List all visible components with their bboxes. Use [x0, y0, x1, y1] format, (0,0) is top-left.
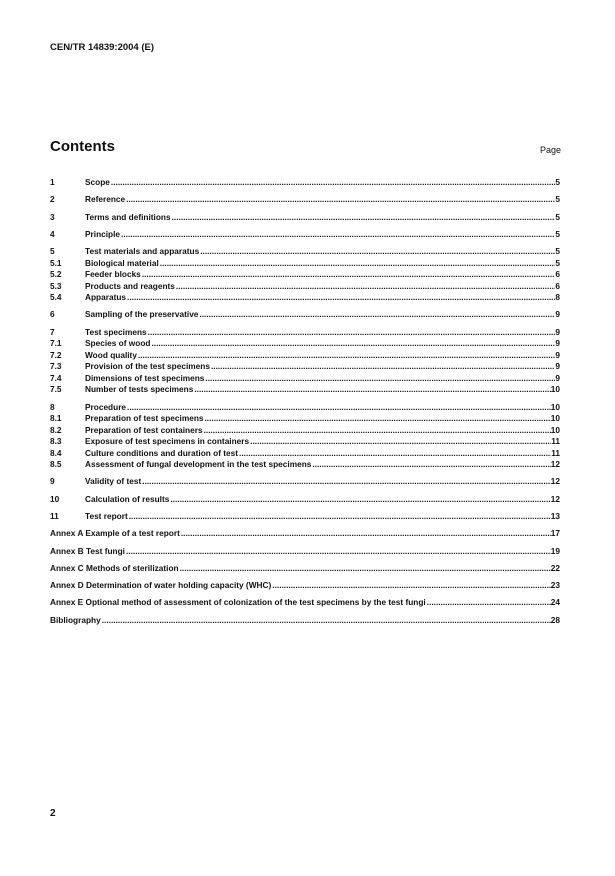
toc-entry-title: Test specimens	[85, 326, 147, 337]
toc-entry-number: 7.1	[50, 338, 62, 349]
toc-leader-dots	[125, 546, 551, 558]
toc-entry	[50, 338, 560, 350]
toc-entry	[50, 281, 560, 293]
toc-entry-number: 5.1	[50, 257, 62, 268]
toc-entry	[50, 327, 560, 339]
toc-entry-title: Reference	[85, 194, 126, 205]
toc-entry	[50, 476, 560, 488]
toc-entry-title: Validity of test	[85, 476, 142, 487]
toc-entry-page: 11	[551, 447, 560, 458]
toc-entry-number: 1	[50, 177, 55, 187]
toc-leader-dots	[204, 373, 555, 385]
toc-entry	[50, 350, 560, 362]
toc-entry	[50, 258, 560, 270]
toc-entry-number: 8.1	[50, 413, 62, 424]
toc-entry	[50, 448, 560, 460]
toc-entry-number: 2	[50, 194, 55, 205]
toc-entry-title: Feeder blocks	[85, 269, 141, 280]
toc-entry-number: 8	[50, 401, 55, 412]
toc-entry-number: 4	[50, 228, 55, 239]
toc-entry-title: Annex A Example of a test report	[50, 528, 180, 539]
table-of-contents	[50, 177, 560, 626]
toc-leader-dots	[199, 246, 555, 258]
toc-entry-number: 5.4	[50, 292, 62, 303]
toc-leader-dots	[126, 292, 555, 304]
toc-entry-title: Principle	[85, 228, 121, 239]
toc-entry-title: Annex E Optional method of assessment of colonization of the test specimens by the test fungi	[50, 597, 426, 608]
toc-entry-number: 11	[50, 510, 59, 521]
toc-entry-number: 8.5	[50, 459, 62, 470]
toc-leader-dots	[159, 258, 556, 270]
toc-leader-dots	[169, 494, 550, 506]
toc-annex-entry	[50, 615, 560, 627]
toc-leader-dots	[171, 212, 556, 224]
toc-entry	[50, 413, 560, 425]
toc-entry-title: Exposure of test specimens in containers	[85, 436, 250, 447]
toc-entry-page: 22	[550, 562, 560, 573]
toc-entry-number: 8.2	[50, 424, 62, 435]
toc-leader-dots	[128, 511, 551, 523]
toc-entry-number: 5.3	[50, 280, 62, 291]
toc-annex-entry	[50, 546, 560, 558]
toc-entry-page: 10	[550, 384, 560, 395]
toc-entry	[50, 402, 560, 414]
toc-leader-dots	[125, 194, 555, 206]
toc-leader-dots	[101, 615, 551, 627]
toc-entry-page: 8	[555, 292, 560, 303]
toc-leader-dots	[120, 229, 555, 241]
toc-entry	[50, 373, 560, 385]
toc-entry	[50, 177, 560, 189]
toc-entry-page: 24	[550, 597, 560, 608]
toc-entry-page: 10	[550, 413, 560, 424]
toc-entry-number: 7.2	[50, 349, 62, 360]
toc-entry-page: 5	[555, 228, 560, 239]
toc-entry-number: 8.4	[50, 447, 62, 458]
toc-leader-dots	[137, 350, 555, 362]
contents-heading: Contents	[50, 138, 115, 155]
toc-entry-number: 5.2	[50, 269, 62, 280]
toc-entry-title: Products and reagents	[85, 280, 175, 291]
toc-leader-dots	[180, 528, 551, 540]
toc-entry-page: 9	[555, 338, 560, 349]
toc-leader-dots	[126, 402, 551, 414]
toc-entry	[50, 269, 560, 281]
toc-entry	[50, 436, 560, 448]
toc-entry-page: 12	[550, 459, 560, 470]
toc-entry-title: Provision of the test specimens	[85, 361, 210, 372]
toc-entry-title: Assessment of fungal development in the test specimens	[85, 459, 312, 470]
toc-entry-page: 5	[555, 211, 560, 222]
toc-entry-title: Calculation of results	[85, 493, 170, 504]
toc-entry-title: Wood quality	[85, 349, 137, 360]
toc-annex-entry	[50, 597, 560, 609]
toc-entry	[50, 309, 560, 321]
toc-entry-page: 11	[551, 436, 560, 447]
toc-entry-title: Terms and definitions	[85, 211, 171, 222]
toc-entry-number: 9	[50, 476, 55, 487]
toc-entry-page: 12	[550, 476, 560, 487]
toc-leader-dots	[141, 476, 551, 488]
toc-entry-page: 13	[550, 510, 560, 521]
toc-annex-entry	[50, 580, 560, 592]
toc-entry-number: 7.5	[50, 384, 62, 395]
toc-entry-page: 10	[550, 424, 560, 435]
toc-entry-number: 7.4	[50, 372, 62, 383]
toc-entry	[50, 494, 560, 506]
toc-entry-title: Scope	[85, 177, 110, 187]
toc-entry-page: 28	[550, 614, 560, 625]
toc-leader-dots	[141, 269, 556, 281]
toc-entry	[50, 361, 560, 373]
toc-entry-page: 5	[555, 177, 560, 187]
toc-entry-page: 9	[555, 361, 560, 372]
toc-entry-page: 5	[555, 257, 560, 268]
toc-leader-dots	[179, 563, 551, 575]
page-column-label: Page	[539, 145, 561, 155]
toc-entry-page: 5	[555, 246, 560, 257]
toc-entry	[50, 384, 560, 396]
toc-entry-title: Test materials and apparatus	[85, 246, 200, 257]
toc-entry-number: 7	[50, 326, 55, 337]
toc-entry-page: 10	[550, 401, 560, 412]
toc-leader-dots	[147, 327, 556, 339]
toc-leader-dots	[203, 425, 551, 437]
toc-leader-dots	[193, 384, 550, 396]
toc-entry-title: Number of tests specimens	[85, 384, 194, 395]
toc-entry-number: 3	[50, 211, 55, 222]
toc-entry	[50, 194, 560, 206]
toc-leader-dots	[271, 580, 550, 592]
toc-leader-dots	[249, 436, 551, 448]
toc-entry-title: Preparation of test specimens	[85, 413, 204, 424]
toc-entry-page: 9	[555, 372, 560, 383]
toc-entry-page: 5	[555, 194, 560, 205]
toc-entry-title: Dimensions of test specimens	[85, 372, 205, 383]
toc-entry-number: 8.3	[50, 436, 62, 447]
toc-leader-dots	[238, 448, 551, 460]
toc-entry-title: Species of wood	[85, 338, 151, 349]
toc-entry-page: 9	[555, 349, 560, 360]
toc-entry-page: 9	[555, 309, 560, 320]
toc-leader-dots	[110, 177, 555, 189]
toc-entry-title: Procedure	[85, 401, 127, 412]
toc-leader-dots	[311, 459, 550, 471]
toc-entry	[50, 511, 560, 523]
toc-entry-title: Preparation of test containers	[85, 424, 203, 435]
toc-entry-page: 6	[555, 280, 560, 291]
toc-entry-page: 12	[550, 493, 560, 504]
toc-entry-title: Culture conditions and duration of test	[85, 447, 239, 458]
toc-entry	[50, 459, 560, 471]
document-identifier: CEN/TR 14839:2004 (E)	[50, 42, 155, 53]
footer-page-number: 2	[50, 808, 56, 819]
toc-annex-entry	[50, 528, 560, 540]
toc-entry	[50, 425, 560, 437]
toc-entry-title: Annex B Test fungi	[50, 545, 125, 556]
toc-entry-title: Sampling of the preservative	[85, 309, 199, 320]
toc-entry-page: 17	[550, 528, 560, 539]
toc-entry-title: Annex C Methods of sterilization	[50, 562, 179, 573]
toc-entry-title: Test report	[85, 510, 128, 521]
toc-entry-page: 19	[550, 545, 560, 556]
toc-entry-title: Apparatus	[85, 292, 127, 303]
toc-entry	[50, 292, 560, 304]
toc-leader-dots	[426, 597, 551, 609]
toc-leader-dots	[198, 309, 555, 321]
toc-entry	[50, 212, 560, 224]
toc-entry-title: Bibliography	[50, 614, 101, 625]
toc-entry-page: 9	[555, 326, 560, 337]
toc-leader-dots	[150, 338, 555, 350]
toc-leader-dots	[210, 361, 555, 373]
toc-entry-number: 10	[50, 493, 60, 504]
toc-entry-page: 6	[555, 269, 560, 280]
toc-entry	[50, 246, 560, 258]
toc-leader-dots	[204, 413, 551, 425]
toc-entry-number: 6	[50, 309, 55, 320]
toc-entry-page: 23	[550, 580, 560, 591]
toc-entry-number: 5	[50, 246, 55, 257]
toc-entry	[50, 229, 560, 241]
toc-annex-entry	[50, 563, 560, 575]
toc-entry-title: Biological material	[85, 257, 159, 268]
toc-leader-dots	[175, 281, 555, 293]
toc-entry-title: Annex D Determination of water holding capacity (WHC)	[50, 580, 272, 591]
toc-entry-number: 7.3	[50, 361, 62, 372]
